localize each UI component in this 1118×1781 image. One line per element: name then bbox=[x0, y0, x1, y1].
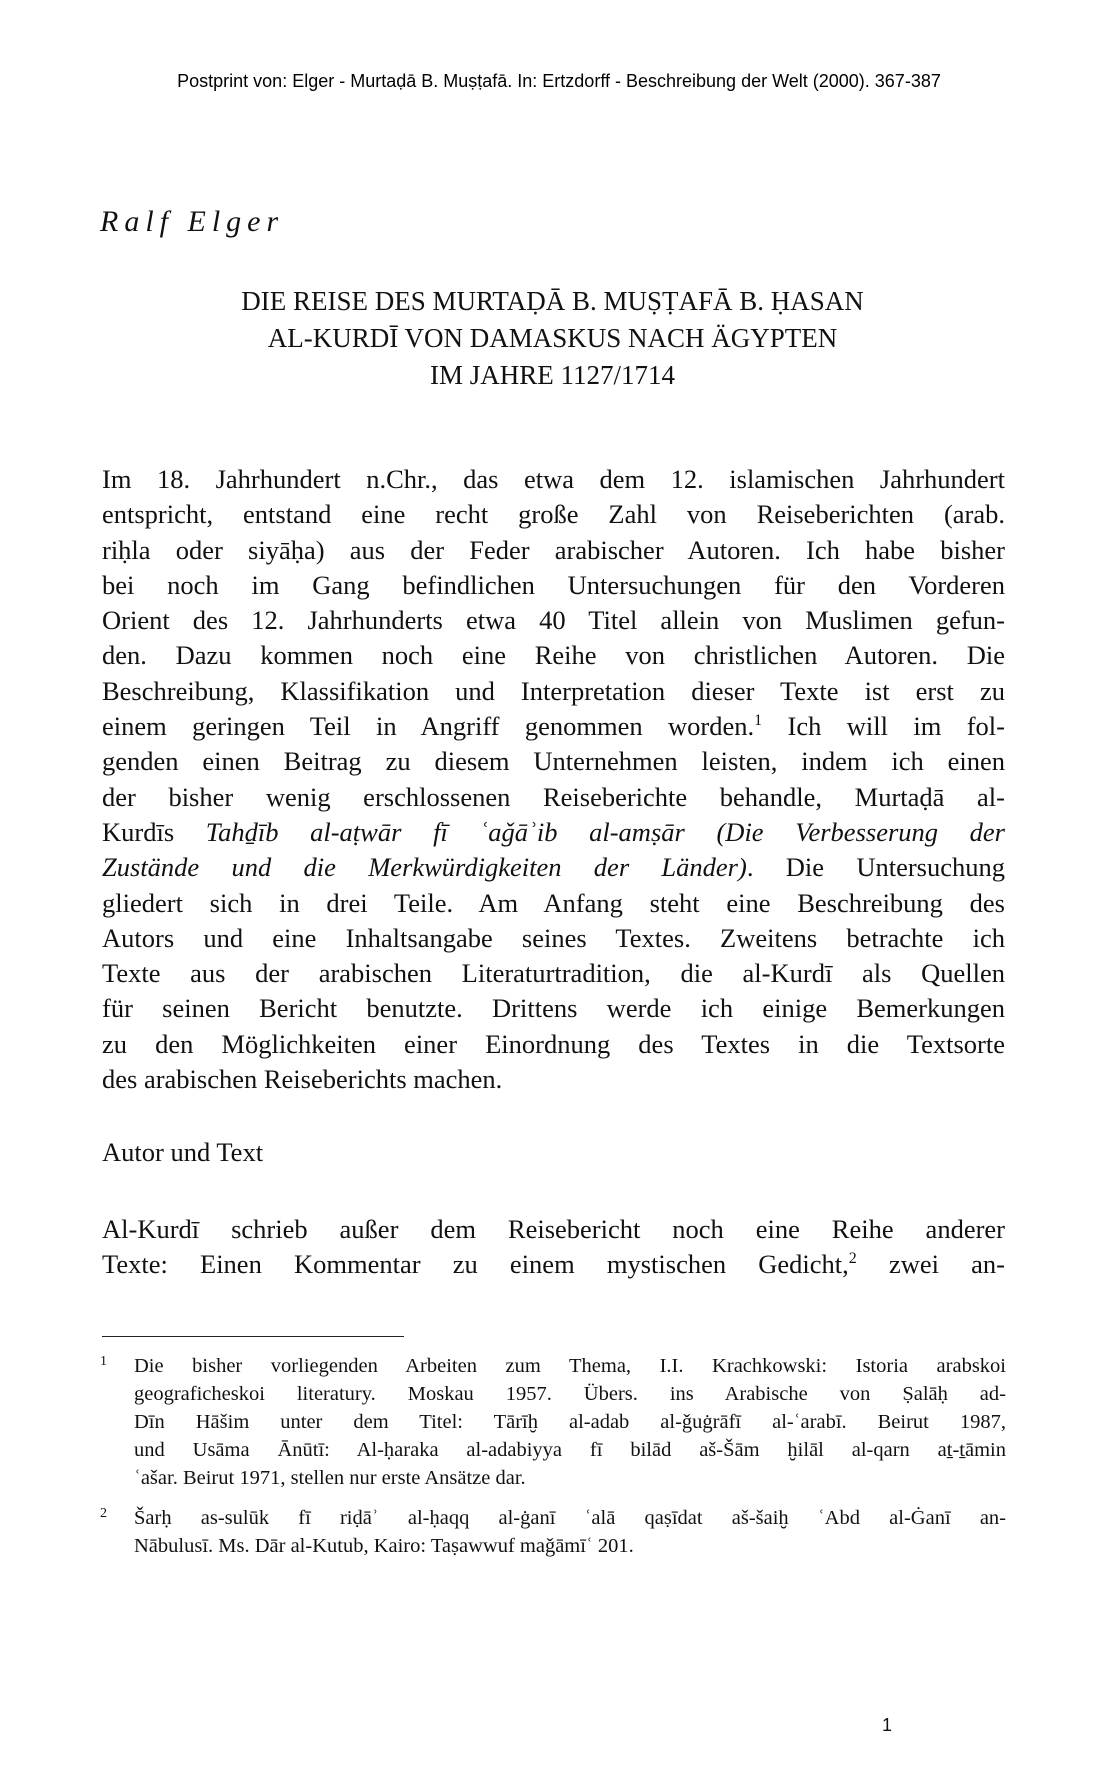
paragraph-line bbox=[102, 815, 1005, 850]
footnote-line: Šarḥ as-sulūk fī riḍāʾ al-ḥaqq al-ġanī ʿalā qaṣīdat aš-šaiḫ ʿAbd al-Ġanī an- bbox=[134, 1507, 1006, 1529]
paragraph-line: Beschreibung, Klassifikation und Interpretation dieser Texte ist erst zu bbox=[102, 675, 1005, 706]
paragraph-line: genden einen Beitrag zu diesem Unternehmen leisten, indem ich einen bbox=[102, 746, 1005, 777]
line-text: . Die Untersuchung bbox=[746, 852, 1005, 883]
line-text: einem geringen Teil in Angriff genommen worden. bbox=[102, 711, 755, 742]
paragraph-line: Orient des 12. Jahrhunderts etwa 40 Titel allein von Muslimen gefun- bbox=[102, 605, 1005, 636]
author-name: Ralf Elger bbox=[100, 205, 285, 238]
paragraph-line: bei noch im Gang befindlichen Untersuchungen für den Vorderen bbox=[102, 569, 1005, 600]
line-text: Texte: Einen Kommentar zu einem mystischen Gedicht, bbox=[102, 1249, 849, 1280]
paragraph-line: Al-Kurdī schrieb außer dem Reisebericht noch eine Reihe anderer bbox=[102, 1214, 1005, 1244]
paragraph-line: Autors und eine Inhaltsangabe seines Textes. Zweitens betrachte ich bbox=[102, 922, 1005, 953]
section-heading: Autor und Text bbox=[102, 1137, 264, 1167]
footnotes bbox=[96, 1352, 1006, 1560]
footnote-line: Dīn Hāšim unter dem Titel: Tārīḫ al-adab al-ǧuġrāfī al-ʿarabī. Beirut 1987, bbox=[134, 1411, 1006, 1433]
footnote-line: ʿašar. Beirut 1971, stellen nur erste Ansätze dar. bbox=[134, 1467, 526, 1489]
paragraph-line: zu den Möglichkeiten einer Einordnung des Textes in die Textsorte bbox=[102, 1028, 1005, 1059]
footnote-1 bbox=[96, 1352, 1006, 1492]
footnote-number: 1 bbox=[100, 1354, 107, 1369]
book-title-italic: Zustände und die Merkwürdigkeiten der Länder) bbox=[102, 852, 747, 883]
line-text: Kurdīs bbox=[102, 816, 206, 847]
footnote-line: und Usāma Ānūtī: Al-ḥaraka al-adabiyya fī bilād aš-Šām ḫilāl al-qarn aṯ-ṯāmin bbox=[134, 1439, 1006, 1461]
paragraph-line: für seinen Bericht benutzte. Drittens werde ich einige Bemerkungen bbox=[102, 993, 1005, 1024]
paragraph-line: des arabischen Reiseberichts machen. bbox=[102, 1064, 503, 1095]
book-title-italic: Tahḏīb al-aṭwār fī ʿaǧāʾib al-amṣār (Die Verbesserung der bbox=[205, 816, 1005, 847]
author-text-paragraph bbox=[102, 1212, 1005, 1283]
title-line-2: AL-KURDĪ VON DAMASKUS NACH ÄGYPTEN bbox=[267, 323, 838, 353]
footnote-reference-2[interactable]: 2 bbox=[848, 1250, 857, 1268]
footnote-number: 2 bbox=[100, 1506, 107, 1521]
line-text: Ich will im fol- bbox=[762, 711, 1005, 742]
title-line-3: IM JAHRE 1127/1714 bbox=[429, 360, 675, 390]
paragraph-line: entspricht, entstand eine recht große Zahl von Reiseberichten (arab. bbox=[102, 499, 1005, 530]
paragraph-line bbox=[102, 709, 1005, 744]
postprint-citation: Postprint von: Elger - Murtaḍā B. Muṣṭafā. In: Ertzdorff - Beschreibung der Welt (2000). 367-387 bbox=[177, 71, 941, 91]
footnote-reference-1[interactable]: 1 bbox=[754, 712, 763, 730]
paragraph-line: Im 18. Jahrhundert n.Chr., das etwa dem 12. islamischen Jahrhundert bbox=[102, 464, 1005, 494]
line-text: zwei an- bbox=[856, 1249, 1005, 1280]
paragraph-line: den. Dazu kommen noch eine Reihe von christlichen Autoren. Die bbox=[102, 640, 1005, 671]
footnote-line: Die bisher vorliegenden Arbeiten zum Thema, I.I. Krachkowski: Istoria arabskoi bbox=[134, 1355, 1006, 1377]
page-number: 1 bbox=[882, 1715, 893, 1735]
paragraph-line: der bisher wenig erschlossenen Reiseberichte behandle, Murtaḍā al- bbox=[102, 781, 1005, 812]
footnote-line: geograficheskoi literatury. Moskau 1957. Übers. ins Arabische von Ṣalāḥ ad- bbox=[134, 1383, 1006, 1405]
intro-paragraph bbox=[102, 462, 1005, 1097]
article-title bbox=[100, 283, 1005, 394]
title-line-1: DIE REISE DES MURTAḌĀ B. MUṢṬAFĀ B. ḤASAN bbox=[241, 286, 864, 316]
footnote-line: Nābulusī. Ms. Dār al-Kutub, Kairo: Taṣawwuf maǧāmīʿ 201. bbox=[134, 1535, 634, 1557]
paragraph-line bbox=[102, 850, 1005, 885]
footnote-divider bbox=[102, 1336, 404, 1337]
paragraph-line bbox=[102, 1247, 1005, 1282]
paragraph-line: riḥla oder siyāḥa) aus der Feder arabischer Autoren. Ich habe bisher bbox=[102, 534, 1005, 565]
footnote-2 bbox=[96, 1504, 1006, 1560]
paragraph-line: Texte aus der arabischen Literaturtradition, die al-Kurdī als Quellen bbox=[102, 958, 1005, 989]
paragraph-line: gliedert sich in drei Teile. Am Anfang steht eine Beschreibung des bbox=[102, 887, 1005, 918]
